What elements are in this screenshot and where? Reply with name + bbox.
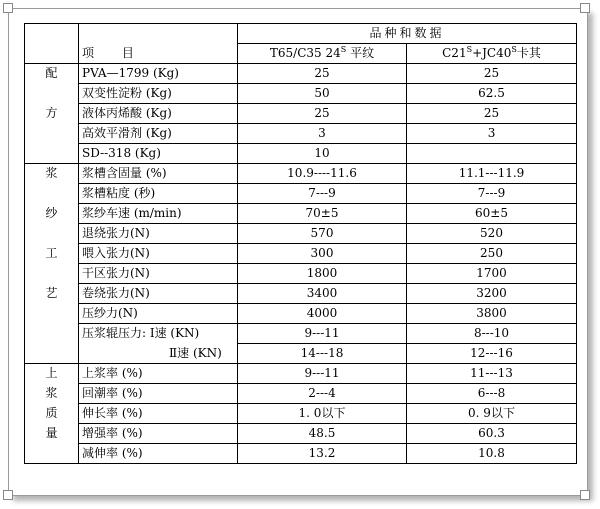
value-cell: 570 <box>238 224 407 244</box>
value-cell: 250 <box>407 244 577 264</box>
table-row <box>25 64 577 84</box>
section-label: 质 <box>25 404 79 424</box>
item-cell: 卷绕张力(N) <box>79 284 238 304</box>
value-cell: 10 <box>238 144 407 164</box>
item-cell: 喂入张力(N) <box>79 244 238 264</box>
value-cell: 25 <box>238 64 407 84</box>
value-cell: 1700 <box>407 264 577 284</box>
value-cell: 10.9----11.6 <box>238 164 407 184</box>
section-spacer <box>25 444 79 464</box>
table-row <box>25 244 577 264</box>
item-cell: 压浆辊压力: Ⅰ速 (KN) <box>79 324 238 344</box>
value-cell: 9---11 <box>238 324 407 344</box>
table-row <box>25 124 577 144</box>
value-cell: 0. 9以下 <box>407 404 577 424</box>
corner-handle-bottom-left <box>3 490 13 500</box>
section-spacer <box>25 304 79 324</box>
item-cell: 浆槽粘度 (秒) <box>79 184 238 204</box>
item-cell: 上浆率 (%) <box>79 364 238 384</box>
value-cell: 1800 <box>238 264 407 284</box>
variety-data-header: 品种和数据 <box>238 24 577 44</box>
section-label: 浆 <box>25 384 79 404</box>
section-label: 艺 <box>25 284 79 304</box>
item-cell: 浆槽含固量 (%) <box>79 164 238 184</box>
section-label: 方 <box>25 104 79 124</box>
value-cell: 3 <box>407 124 577 144</box>
item-column-header: 项 目 <box>79 24 238 64</box>
item-cell: 浆纱车速 (m/min) <box>79 204 238 224</box>
section-spacer <box>25 184 79 204</box>
table-row <box>25 344 577 364</box>
item-cell: 干区张力(N) <box>79 264 238 284</box>
value-cell: 520 <box>407 224 577 244</box>
value-cell: 10.8 <box>407 444 577 464</box>
value-cell: 3 <box>238 124 407 144</box>
value-cell: 1. 0以下 <box>238 404 407 424</box>
table-row <box>25 84 577 104</box>
table-row <box>25 324 577 344</box>
column-header-t65: T65/C35 $24^S$ 平纹 <box>238 44 407 64</box>
item-cell: Ⅱ速 (KN) <box>79 344 238 364</box>
value-cell: 48.5 <box>238 424 407 444</box>
table-row <box>25 144 577 164</box>
table-row <box>25 184 577 204</box>
table-row <box>25 284 577 304</box>
section-label: 量 <box>25 424 79 444</box>
item-cell: 增强率 (%) <box>79 424 238 444</box>
value-cell: 13.2 <box>238 444 407 464</box>
item-cell: 回潮率 (%) <box>79 384 238 404</box>
value-cell: 6---8 <box>407 384 577 404</box>
table-row <box>25 424 577 444</box>
value-cell: 3800 <box>407 304 577 324</box>
value-cell: 7---9 <box>407 184 577 204</box>
table-row <box>25 384 577 404</box>
item-cell: 双变性淀粉 (Kg) <box>79 84 238 104</box>
table-row <box>25 264 577 284</box>
section-label: 工 <box>25 244 79 264</box>
item-cell: SD--318 (Kg) <box>79 144 238 164</box>
item-cell: 压纱力(N) <box>79 304 238 324</box>
value-cell: 11---13 <box>407 364 577 384</box>
item-cell: 液体丙烯酸 (Kg) <box>79 104 238 124</box>
item-cell: 退绕张力(N) <box>79 224 238 244</box>
value-cell: 70±5 <box>238 204 407 224</box>
value-cell: 25 <box>407 104 577 124</box>
value-cell: 50 <box>238 84 407 104</box>
section-spacer <box>25 144 79 164</box>
value-cell: 7---9 <box>238 184 407 204</box>
table-row <box>25 204 577 224</box>
table-row <box>25 104 577 124</box>
section-spacer <box>25 344 79 364</box>
value-cell: 3400 <box>238 284 407 304</box>
value-cell: 300 <box>238 244 407 264</box>
table-row <box>25 444 577 464</box>
value-cell: 8---10 <box>407 324 577 344</box>
section-label: 配 <box>25 64 79 84</box>
value-cell: 12---16 <box>407 344 577 364</box>
table-row <box>25 364 577 384</box>
value-cell: 25 <box>238 104 407 124</box>
corner-handle-top-right <box>580 3 590 13</box>
item-cell: 高效平滑剂 (Kg) <box>79 124 238 144</box>
value-cell: 11.1---11.9 <box>407 164 577 184</box>
section-label: 纱 <box>25 204 79 224</box>
value-cell: 14---18 <box>238 344 407 364</box>
section-label: 上 <box>25 364 79 384</box>
corner-handle-top-left <box>3 3 13 13</box>
section-spacer <box>25 264 79 284</box>
table-row <box>25 304 577 324</box>
value-cell: 25 <box>407 64 577 84</box>
header-row-1 <box>25 24 577 44</box>
sizing-spec-table <box>24 23 577 464</box>
value-cell: 3200 <box>407 284 577 304</box>
item-cell: 伸长率 (%) <box>79 404 238 424</box>
value-cell: 60.3 <box>407 424 577 444</box>
value-cell: 9---11 <box>238 364 407 384</box>
section-spacer <box>25 324 79 344</box>
item-cell: PVA—1799 (Kg) <box>79 64 238 84</box>
section-spacer <box>25 84 79 104</box>
corner-handle-bottom-right <box>580 490 590 500</box>
value-cell: 62.5 <box>407 84 577 104</box>
table-row <box>25 164 577 184</box>
value-cell: 2---4 <box>238 384 407 404</box>
value-cell: 60±5 <box>407 204 577 224</box>
table-row <box>25 224 577 244</box>
value-cell <box>407 144 577 164</box>
section-label: 浆 <box>25 164 79 184</box>
value-cell: 4000 <box>238 304 407 324</box>
column-header-c21: $C21^S+JC40^S$卡其 <box>407 44 577 64</box>
item-cell: 减伸率 (%) <box>79 444 238 464</box>
table-row <box>25 404 577 424</box>
corner-cell <box>25 24 79 64</box>
section-spacer <box>25 124 79 144</box>
section-spacer <box>25 224 79 244</box>
